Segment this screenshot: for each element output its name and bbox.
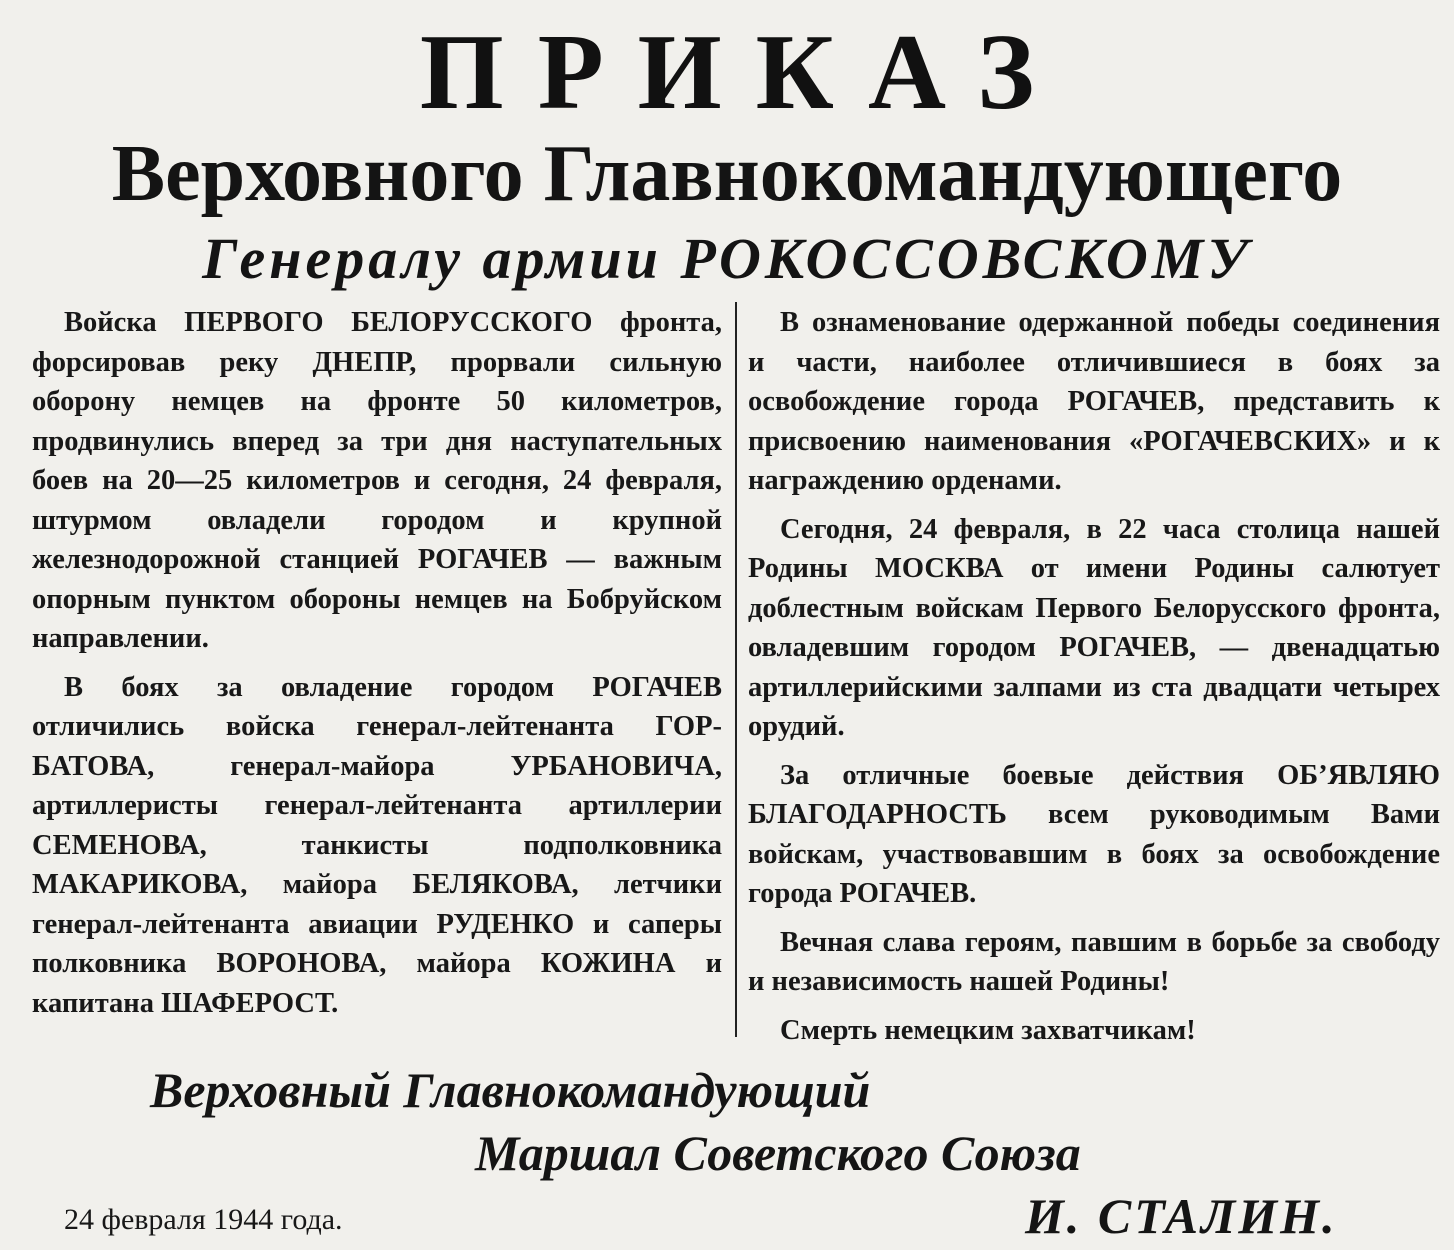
right-column xyxy=(748,303,1440,1059)
signature-rank: Маршал Советского Союза xyxy=(475,1125,1081,1181)
addressee-line: Генералу армии РОКОССОВСКОМУ xyxy=(202,226,1252,291)
paragraph: За отличные боевые действия ОБ’ЯВЛЯЮ БЛАГОДАРНОСТЬ всем руководимым Вами войскам, участвовавшим в боях за освобождение города РОГАЧЕВ. xyxy=(748,759,1440,909)
paragraph: В боях за овладение городом РОГАЧЕВ отличились войска генерал-лейтенанта ГОРБАТОВА, генерал-майора УРБАНОВИЧА, артиллеристы генерал-лейтенанта артиллерии СЕМЕНОВА, танкисты подполковника МАКАРИКОВА, майора БЕЛЯКОВА, летчики генерал-лейтенанта авиации РУДЕНКО и саперы полковника ВОРОНОВА, майора КОЖИНА и капитана ШАФЕРОСТ. xyxy=(32,671,722,1019)
paragraph: Смерть немецким захватчикам! xyxy=(780,1014,1196,1046)
paragraph: Войска ПЕРВОГО БЕЛОРУССКОГО фронта, форсировав реку ДНЕПР, прорвали сильную оборону немцев на фронте 50 километров, продвинулись вперед за три дня наступательных боев на 20—25 километров и сегодня, 24 февраля, штурмом овладели городом и крупной железнодорожной станцией РОГАЧЕВ — важным опорным пунктом обороны немцев на Бобруйском направлении. xyxy=(32,307,722,654)
paragraph: В ознаменование одержанной победы соединения и части, наиболее отличившиеся в боях за освобождение города РОГАЧЕВ, представить к присвоению наименования «РОГАЧЕВСКИХ» и к награждению орденами. xyxy=(748,307,1440,496)
left-column xyxy=(32,303,722,1032)
column-divider xyxy=(735,302,737,1037)
paragraph: Вечная слава героям, павшим в борьбе за свободу и независимость нашей Родины! xyxy=(748,926,1440,997)
signature-name: И. СТАЛИН. xyxy=(1025,1188,1338,1244)
paragraph: Сегодня, 24 февраля, в 22 часа столица нашей Родины МОСКВА от имени Родины салютует доблестным войскам Первого Белорусского фронта, овладевшим городом РОГАЧЕВ, — двенадцатью артиллерийскими залпами из ста двадцати четырех орудий. xyxy=(748,513,1440,742)
signature-title: Верховный Главнокомандующий xyxy=(150,1062,871,1118)
document-title: ПРИКАЗ xyxy=(419,13,1069,132)
document-subtitle: Верховного Главнокомандующего xyxy=(111,130,1343,218)
document-date: 24 февраля 1944 года. xyxy=(64,1203,343,1236)
